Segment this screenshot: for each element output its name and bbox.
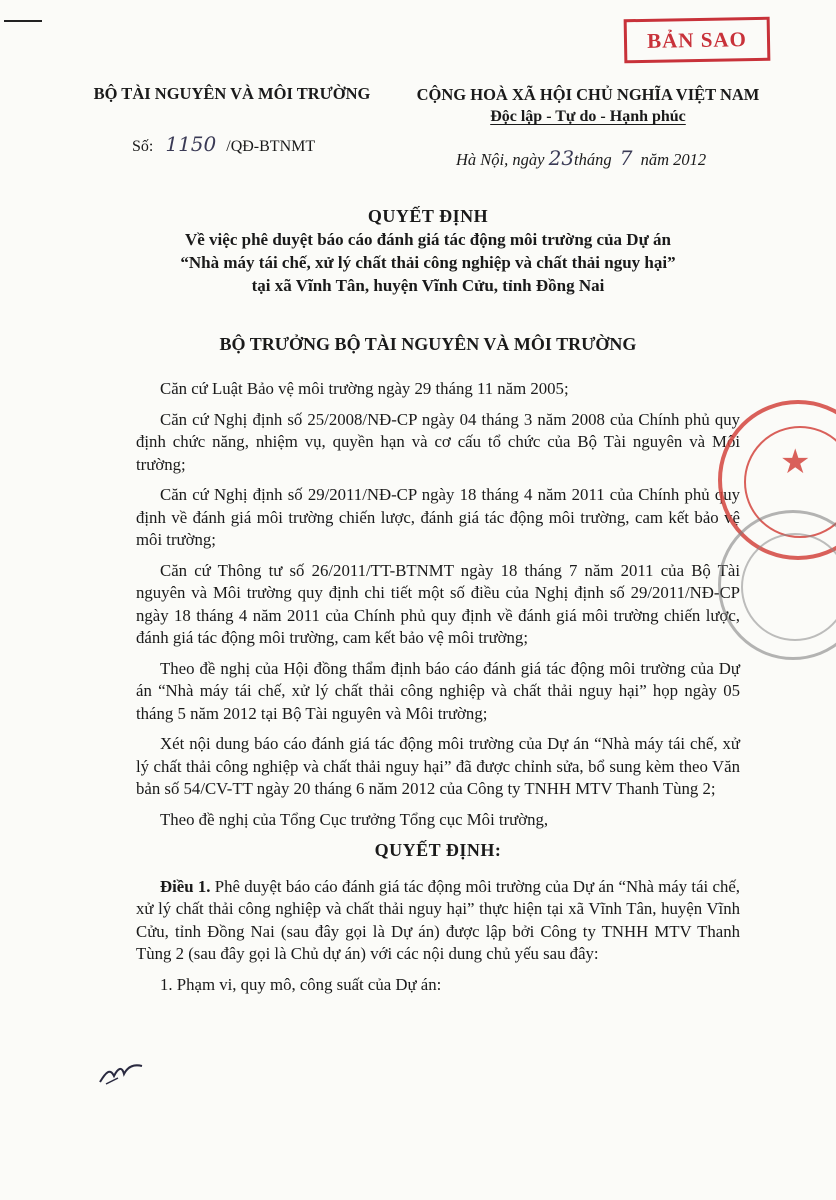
title-heading: QUYẾT ĐỊNH [367,206,489,226]
paragraph-review: Xét nội dung báo cáo đánh giá tác động môi trường của Dự án “Nhà máy tái chế, xử lý chất thải công nghiệp và chất thải nguy hại” đã được chỉnh sửa, bổ sung kèm theo Văn bản số 54/CV-TT ngày 20 tháng 6 năm 2012 của Công ty TNHH MTV Thanh Tùng 2; [136,734,740,798]
nation-name: CỘNG HOÀ XÃ HỘI CHỦ NGHĨA VIỆT NAM [416,85,760,104]
article-1 [136,876,740,966]
date-month: 7 [619,146,633,170]
document-number [132,132,315,156]
corner-mark [4,20,42,22]
star-icon: ★ [780,444,811,481]
date-place: Hà Nội, ngày [456,150,545,169]
initials-signature-icon [96,1058,146,1088]
title-line-2: “Nhà máy tái chế, xử lý chất thải công nghiệp và chất thải nguy hại” [180,253,676,272]
issuing-agency [72,84,392,104]
national-motto: Độc lập - Tự do - Hạnh phúc [490,108,686,125]
number-handwritten: 1150 [165,132,217,156]
paragraph-basis-decree-25: Căn cứ Nghị định số 25/2008/NĐ-CP ngày 04 tháng 3 năm 2008 của Chính phủ quy định chức năng, nhiệm vụ, quyền hạn và cơ cấu tổ chức của Bộ Tài nguyên và Môi trường; [136,409,740,474]
number-suffix: /QĐ-BTNMT [226,138,316,155]
document-body [136,378,740,1004]
decision-heading: QUYẾT ĐỊNH: [374,840,502,860]
decision-title [60,204,796,297]
title-line-1: Về việc phê duyệt báo cáo đánh giá tác động môi trường của Dự án [184,230,671,249]
paragraph-council-proposal: Theo đề nghị của Hội đồng thẩm định báo cáo đánh giá tác động môi trường của Dự án “Nhà máy tái chế, xử lý chất thải công nghiệp và chất thải nguy hại” họp ngày 05 tháng 5 năm 2012 tại Bộ Tài nguyên và Môi trường; [136,658,740,723]
date-month-label: tháng [574,150,612,169]
copy-stamp: BẢN SAO [624,17,771,64]
ministry-name: BỘ TÀI NGUYÊN VÀ MÔI TRƯỜNG [93,84,371,103]
national-header [392,84,784,128]
title-line-3: tại xã Vĩnh Tân, huyện Vĩnh Cửu, tỉnh Đồng Nai [251,276,605,295]
date-day: 23 [548,146,575,170]
paragraph-basis-circular-26: Căn cứ Thông tư số 26/2011/TT-BTNMT ngày 18 tháng 7 năm 2011 của Bộ Tài nguyên và Môi trường quy định chi tiết một số điều của Nghị định số 29/2011/NĐ-CP ngày 18 tháng 4 năm 2011 của Chính phủ quy định về đánh giá môi trường chiến lược, đánh giá tác động môi trường, cam kết bảo vệ môi trường; [136,560,740,647]
article-1-label: Điều 1. [160,876,211,896]
date-year: năm 2012 [640,150,707,169]
issue-date [456,146,756,170]
minister-title: BỘ TRƯỞNG BỘ TÀI NGUYÊN VÀ MÔI TRƯỜNG [219,334,637,354]
article-1-text: Phê duyệt báo cáo đánh giá tác động môi trường của Dự án “Nhà máy tái chế, xử lý chất thải công nghiệp và chất thải nguy hại” thực hiện tại xã Vĩnh Tân, huyện Vĩnh Cửu, tỉnh Đồng Nai (sau đây gọi là Dự án) được lập bởi Công ty TNHH MTV Thanh Tùng 2 (sau đây gọi là Chủ dự án) với các nội dung chủ yếu sau đây: [136,876,740,963]
paragraph-basis-law: Căn cứ Luật Bảo vệ môi trường ngày 29 tháng 11 năm 2005; [160,379,569,398]
item-1: 1. Phạm vi, quy mô, công suất của Dự án: [160,974,442,994]
gray-seal-inner-ring [741,533,836,641]
paragraph-general-director: Theo đề nghị của Tổng Cục trưởng Tổng cục Môi trường, [160,809,549,829]
number-prefix: Số: [132,138,154,155]
paragraph-basis-decree-29: Căn cứ Nghị định số 29/2011/NĐ-CP ngày 18 tháng 4 năm 2011 của Chính phủ quy định về đánh giá môi trường chiến lược, đánh giá tác động môi trường, cam kết bảo vệ môi trường; [136,485,740,549]
